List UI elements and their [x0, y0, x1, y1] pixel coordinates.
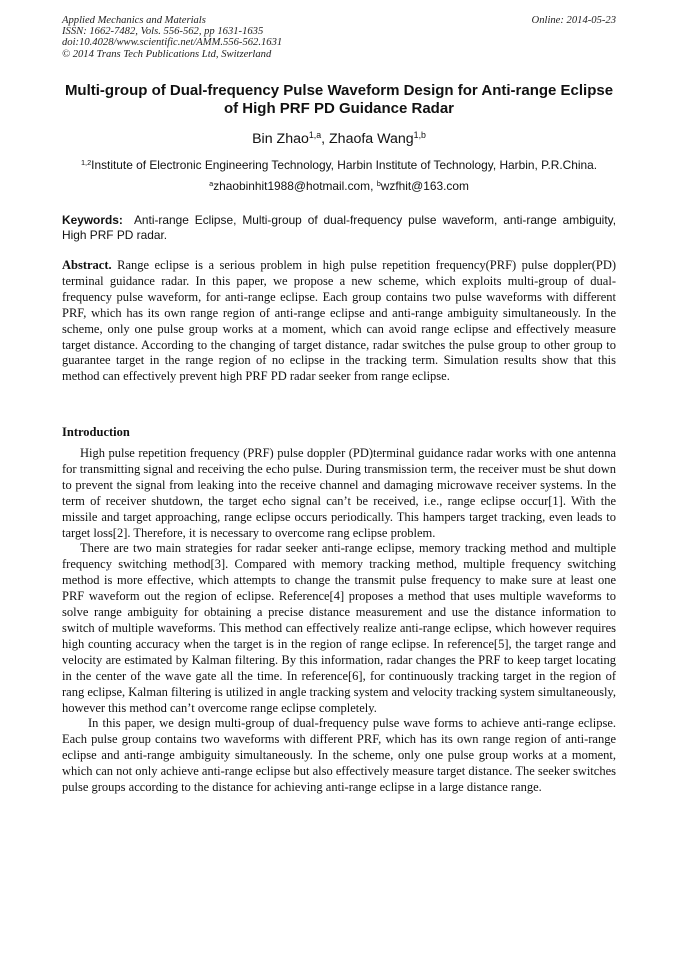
paragraph: High pulse repetition frequency (PRF) pulse doppler (PD)terminal guidance radar works with one antenna for transmitting signal and receiving the echo pulse. During transmission term, the receiver must be shut down to prevent the signal from leaking into the receive channel and damaging microwave receiver systems. In the term of receiver shutdown, the target echo signal can’t be received, i.e., range eclipse occur[1]. With the missile and target approaching, range eclipse occurs periodically. This hampers target tracking, even leads to target loss[2]. Therefore, it is necessary to overcome rang eclipse problem.	[62, 446, 616, 540]
affiliation	[62, 158, 616, 172]
keywords-text: Anti-range Eclipse, Multi-group of dual-frequency pulse waveform, anti-range ambiguity, High PRF PD radar.	[62, 213, 616, 243]
journal-meta	[62, 15, 282, 60]
email-separator: ,	[370, 179, 377, 193]
affiliation-superscript: 1,2	[80, 157, 92, 167]
author-list	[62, 130, 616, 148]
online-date: Online: 2014-05-23	[531, 15, 616, 26]
journal-doi: doi:10.4028/www.scientific.net/AMM.556-562.1631	[62, 37, 283, 49]
affiliation-text: Institute of Electronic Engineering Technology, Harbin Institute of Technology, Harbin, P.R.China.	[91, 158, 598, 172]
journal-issn: ISSN: 1662-7482, Vols. 556-562, pp 1631-1635	[62, 26, 264, 38]
abstract	[62, 258, 616, 385]
email-address: wzfhit@163.com	[380, 179, 469, 193]
abstract-label: Abstract.	[62, 258, 112, 272]
author-separator: ,	[321, 131, 330, 147]
paragraph: There are two main strategies for radar seeker anti-range eclipse, memory tracking method and multiple frequency switching method[3]. Compared with memory tracking method, multiple frequency switching method is more effective, which attempts to change the transmit pulse frequency to make sure at least one PRF waveform out the region of eclipse. Reference[4] proposes a method that uses multiple waveforms to solve range ambiguity for obtaining a precise distance measurement and use the distance information to switch of multiple waveforms. This method can effectively realize anti-range eclipse, which however requires high counting accuracy when the target is in the region of range eclipse. In reference[5], the target range and velocity are estimated by Kalman filtering. By this information, radar changes the PRF to keep target locating in the center of the wave gate all the time. In reference[6], for continuously tracking target in the region of rang eclipse, Kalman filtering is utilized in angle tracking system and velocity tracking system simultaneously, however this method can’t overcome range eclipse completely.	[62, 541, 616, 715]
introduction-body	[62, 446, 616, 796]
email-superscript: a	[209, 178, 214, 188]
author-superscript: 1,b	[413, 130, 426, 141]
abstract-text: Range eclipse is a serious problem in high pulse repetition frequency(PRF) pulse doppler(PD) terminal guidance radar. In this paper, we propose a new scheme, which exploits multi-group of dual-frequency pulse waveform, for anti-range eclipse. Each group contains two pulse waveforms with different PRF, which has its own range region of anti-range eclipse and anti-range ambiguity simultaneously. In the scheme, only one pulse group works at a moment, which can avoid range eclipse and effectively measure target distance. According to the changing of target distance, radar switches the pulse group to other group to guarantee target in the range region of no eclipse in the tracking term. Simulation results show that this method can effectively prevent high PRF PD radar seeker from range eclipse.	[62, 258, 617, 384]
author-name: Zhaofa Wang	[329, 131, 414, 147]
paper-title: Multi-group of Dual-frequency Pulse Waveform Design for Anti-range Eclipse of High PRF PD Guidance Radar	[64, 82, 614, 118]
journal-copyright: © 2014 Trans Tech Publications Ltd, Switzerland	[62, 48, 272, 60]
author-superscript: 1,a	[308, 130, 322, 141]
journal-name: Applied Mechanics and Materials	[62, 15, 206, 26]
section-heading-introduction: Introduction	[62, 425, 130, 439]
author-name: Bin Zhao	[252, 131, 309, 147]
paragraph: In this paper, we design multi-group of dual-frequency pulse wave forms to achieve anti-range eclipse. Each pulse group contains two waveforms with different PRF, which has its own range region of anti-range eclipse and anti-range ambiguity simultaneously. In the scheme, only one pulse group works at a moment, which can not only achieve anti-range eclipse but also effectively measure target distance. The seeker switches pulse groups according to the distance for achieving anti-range eclipse in a large distance range.	[62, 716, 616, 795]
keywords	[62, 213, 616, 244]
email-superscript: b	[376, 178, 381, 188]
email-line	[62, 179, 616, 193]
keywords-label: Keywords:	[62, 213, 123, 227]
email-address: zhaobinhit1988@hotmail.com	[213, 179, 371, 193]
